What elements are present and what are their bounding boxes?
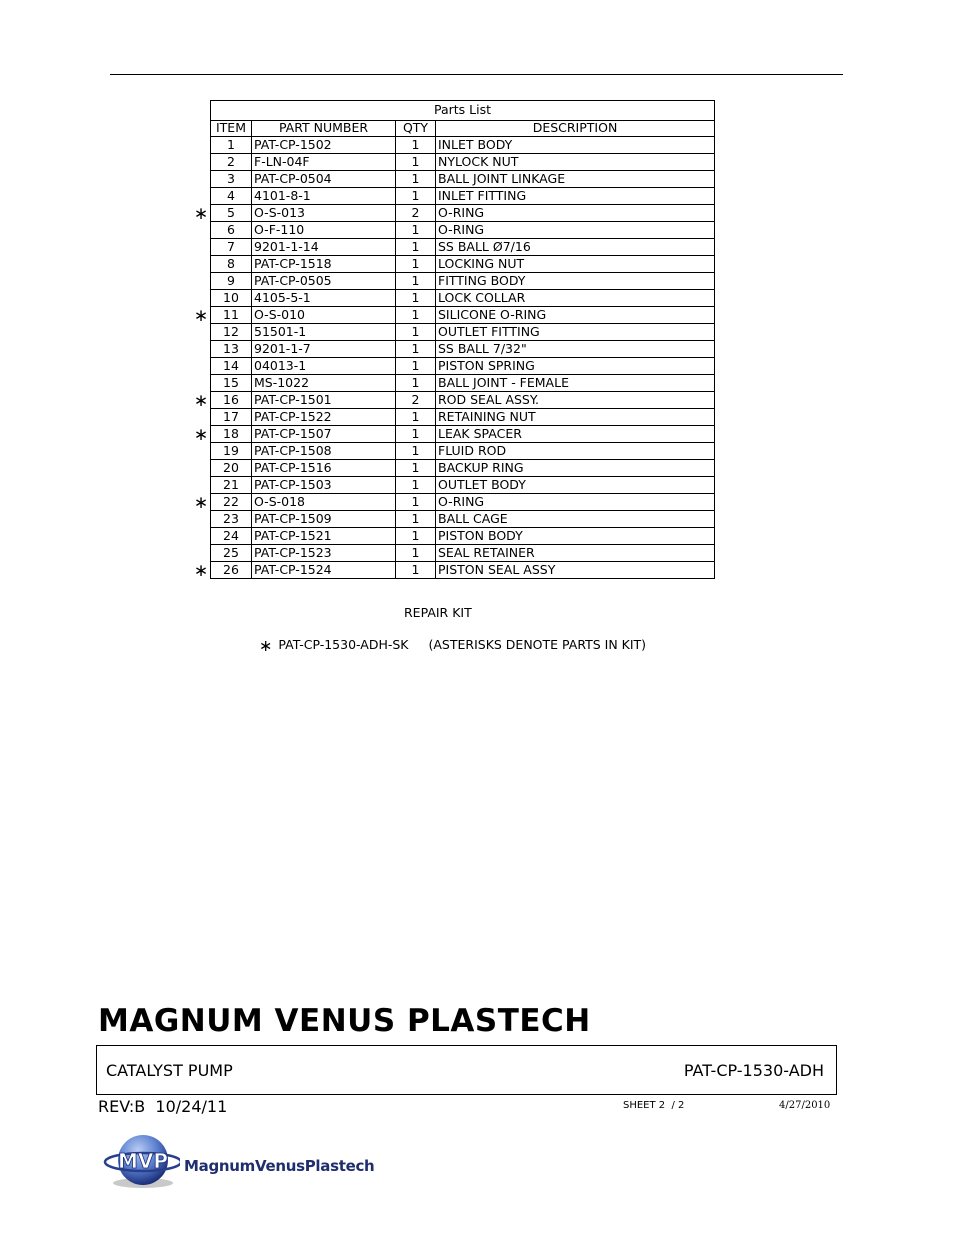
cell-description: SILICONE O-RING <box>436 307 715 324</box>
top-rule <box>110 74 843 75</box>
cell-qty: 1 <box>396 409 436 426</box>
cell-item: 15 <box>211 375 252 392</box>
cell-part-number: PAT-CP-1502 <box>252 137 396 154</box>
cell-description: LOCK COLLAR <box>436 290 715 307</box>
cell-item: 25 <box>211 545 252 562</box>
cell-part-number: PAT-CP-1521 <box>252 528 396 545</box>
cell-part-number: PAT-CP-1508 <box>252 443 396 460</box>
cell-part-number: PAT-CP-1516 <box>252 460 396 477</box>
table-row <box>211 290 715 307</box>
cell-part-number: O-S-010 <box>252 307 396 324</box>
cell-part-number: 51501-1 <box>252 324 396 341</box>
header-qty: QTY <box>396 121 436 137</box>
cell-description: PISTON SPRING <box>436 358 715 375</box>
cell-qty: 1 <box>396 562 436 579</box>
cell-part-number: PAT-CP-1522 <box>252 409 396 426</box>
table-row <box>211 511 715 528</box>
cell-description: INLET BODY <box>436 137 715 154</box>
cell-qty: 1 <box>396 443 436 460</box>
kit-asterisk-icon: ∗ <box>193 305 209 326</box>
cell-description: SEAL RETAINER <box>436 545 715 562</box>
cell-item: 8 <box>211 256 252 273</box>
drawing-date: 4/27/2010 <box>779 1100 831 1111</box>
cell-item: 6 <box>211 222 252 239</box>
kit-asterisk-icon: ∗ <box>193 424 209 445</box>
cell-item: 7 <box>211 239 252 256</box>
table-row <box>211 358 715 375</box>
cell-item: 20 <box>211 460 252 477</box>
cell-item: 26 <box>211 562 252 579</box>
cell-qty: 1 <box>396 273 436 290</box>
cell-qty: 1 <box>396 477 436 494</box>
cell-description: FITTING BODY <box>436 273 715 290</box>
kit-asterisk-icon: ∗ <box>193 492 209 513</box>
cell-part-number: PAT-CP-1509 <box>252 511 396 528</box>
table-row <box>211 188 715 205</box>
table-row <box>211 477 715 494</box>
kit-asterisk-icon: ∗ <box>193 203 209 224</box>
parts-list-table <box>210 100 715 579</box>
cell-description: PISTON SEAL ASSY <box>436 562 715 579</box>
cell-part-number: 9201-1-7 <box>252 341 396 358</box>
table-row <box>211 171 715 188</box>
cell-description: OUTLET FITTING <box>436 324 715 341</box>
cell-qty: 1 <box>396 511 436 528</box>
cell-qty: 1 <box>396 460 436 477</box>
cell-qty: 1 <box>396 341 436 358</box>
table-row <box>211 307 715 324</box>
cell-part-number: PAT-CP-0504 <box>252 171 396 188</box>
cell-item: 23 <box>211 511 252 528</box>
cell-item: 3 <box>211 171 252 188</box>
table-row <box>211 528 715 545</box>
cell-part-number: O-F-110 <box>252 222 396 239</box>
cell-part-number: F-LN-04F <box>252 154 396 171</box>
cell-item: 9 <box>211 273 252 290</box>
cell-part-number: PAT-CP-1501 <box>252 392 396 409</box>
drawing-number: PAT-CP-1530-ADH <box>683 1061 824 1080</box>
parts-list-header-row <box>211 121 715 137</box>
table-row <box>211 273 715 290</box>
table-row <box>211 545 715 562</box>
table-row <box>211 494 715 511</box>
cell-part-number: PAT-CP-1518 <box>252 256 396 273</box>
logo-wordmark: MagnumVenusPlastech <box>184 1157 375 1175</box>
cell-qty: 1 <box>396 375 436 392</box>
kit-asterisk-icon: ∗ <box>193 560 209 581</box>
table-row <box>211 239 715 256</box>
cell-part-number: MS-1022 <box>252 375 396 392</box>
cell-description: PISTON BODY <box>436 528 715 545</box>
cell-description: O-RING <box>436 222 715 239</box>
cell-part-number: 04013-1 <box>252 358 396 375</box>
cell-part-number: 9201-1-14 <box>252 239 396 256</box>
cell-part-number: PAT-CP-0505 <box>252 273 396 290</box>
cell-qty: 1 <box>396 222 436 239</box>
header-description: DESCRIPTION <box>436 121 715 137</box>
cell-qty: 1 <box>396 239 436 256</box>
cell-description: BALL JOINT LINKAGE <box>436 171 715 188</box>
table-row <box>211 392 715 409</box>
cell-item: 22 <box>211 494 252 511</box>
cell-item: 18 <box>211 426 252 443</box>
cell-description: SS BALL 7/32" <box>436 341 715 358</box>
header-item: ITEM <box>211 121 252 137</box>
cell-item: 13 <box>211 341 252 358</box>
cell-part-number: PAT-CP-1524 <box>252 562 396 579</box>
title-block <box>96 1045 837 1095</box>
svg-text:MVP: MVP <box>117 1149 169 1173</box>
cell-qty: 1 <box>396 494 436 511</box>
table-row <box>211 460 715 477</box>
cell-description: FLUID ROD <box>436 443 715 460</box>
cell-qty: 1 <box>396 528 436 545</box>
mvp-globe-logo-icon <box>102 1131 180 1191</box>
cell-qty: 1 <box>396 137 436 154</box>
table-row <box>211 324 715 341</box>
cell-part-number: PAT-CP-1523 <box>252 545 396 562</box>
cell-item: 11 <box>211 307 252 324</box>
cell-qty: 1 <box>396 426 436 443</box>
table-row <box>211 375 715 392</box>
cell-description: LEAK SPACER <box>436 426 715 443</box>
cell-item: 4 <box>211 188 252 205</box>
table-row <box>211 443 715 460</box>
cell-description: ROD SEAL ASSY. <box>436 392 715 409</box>
table-row <box>211 137 715 154</box>
repair-kit-line <box>259 636 646 655</box>
repair-kit-note: (ASTERISKS DENOTE PARTS IN KIT) <box>428 637 647 652</box>
cell-item: 24 <box>211 528 252 545</box>
cell-qty: 1 <box>396 171 436 188</box>
company-heading: MAGNUM VENUS PLASTECH <box>98 1003 591 1039</box>
cell-qty: 1 <box>396 307 436 324</box>
cell-qty: 1 <box>396 545 436 562</box>
cell-qty: 1 <box>396 188 436 205</box>
cell-item: 12 <box>211 324 252 341</box>
cell-part-number: PAT-CP-1507 <box>252 426 396 443</box>
revision-label: REV:B 10/24/11 <box>98 1097 228 1116</box>
cell-description: BACKUP RING <box>436 460 715 477</box>
cell-item: 5 <box>211 205 252 222</box>
parts-list-body <box>211 137 715 579</box>
asterisk-icon: ∗ <box>259 636 273 655</box>
cell-item: 17 <box>211 409 252 426</box>
table-row <box>211 222 715 239</box>
company-logo <box>102 1131 392 1191</box>
table-row <box>211 154 715 171</box>
cell-qty: 1 <box>396 358 436 375</box>
cell-description: SS BALL Ø7/16 <box>436 239 715 256</box>
cell-qty: 2 <box>396 205 436 222</box>
cell-qty: 1 <box>396 290 436 307</box>
cell-item: 21 <box>211 477 252 494</box>
cell-item: 1 <box>211 137 252 154</box>
parts-list-title: Parts List <box>211 101 715 121</box>
cell-description: O-RING <box>436 205 715 222</box>
header-part-number: PART NUMBER <box>252 121 396 137</box>
cell-description: INLET FITTING <box>436 188 715 205</box>
cell-qty: 1 <box>396 324 436 341</box>
cell-item: 14 <box>211 358 252 375</box>
cell-item: 16 <box>211 392 252 409</box>
cell-description: NYLOCK NUT <box>436 154 715 171</box>
cell-item: 10 <box>211 290 252 307</box>
cell-part-number: 4101-8-1 <box>252 188 396 205</box>
repair-kit-title: REPAIR KIT <box>404 605 472 620</box>
cell-qty: 1 <box>396 154 436 171</box>
cell-qty: 1 <box>396 256 436 273</box>
kit-asterisk-icon: ∗ <box>193 390 209 411</box>
cell-part-number: O-S-018 <box>252 494 396 511</box>
sheet-number: SHEET 2 / 2 <box>623 1100 685 1111</box>
cell-description: O-RING <box>436 494 715 511</box>
cell-item: 2 <box>211 154 252 171</box>
cell-part-number: PAT-CP-1503 <box>252 477 396 494</box>
cell-description: BALL JOINT - FEMALE <box>436 375 715 392</box>
product-name: CATALYST PUMP <box>106 1061 233 1080</box>
table-row <box>211 409 715 426</box>
cell-item: 19 <box>211 443 252 460</box>
cell-qty: 2 <box>396 392 436 409</box>
cell-description: OUTLET BODY <box>436 477 715 494</box>
cell-description: LOCKING NUT <box>436 256 715 273</box>
cell-description: BALL CAGE <box>436 511 715 528</box>
repair-kit-part-number: PAT-CP-1530-ADH-SK <box>278 637 409 652</box>
cell-description: RETAINING NUT <box>436 409 715 426</box>
table-row <box>211 205 715 222</box>
table-row <box>211 426 715 443</box>
cell-part-number: O-S-013 <box>252 205 396 222</box>
table-row <box>211 341 715 358</box>
table-row <box>211 562 715 579</box>
cell-part-number: 4105-5-1 <box>252 290 396 307</box>
table-row <box>211 256 715 273</box>
